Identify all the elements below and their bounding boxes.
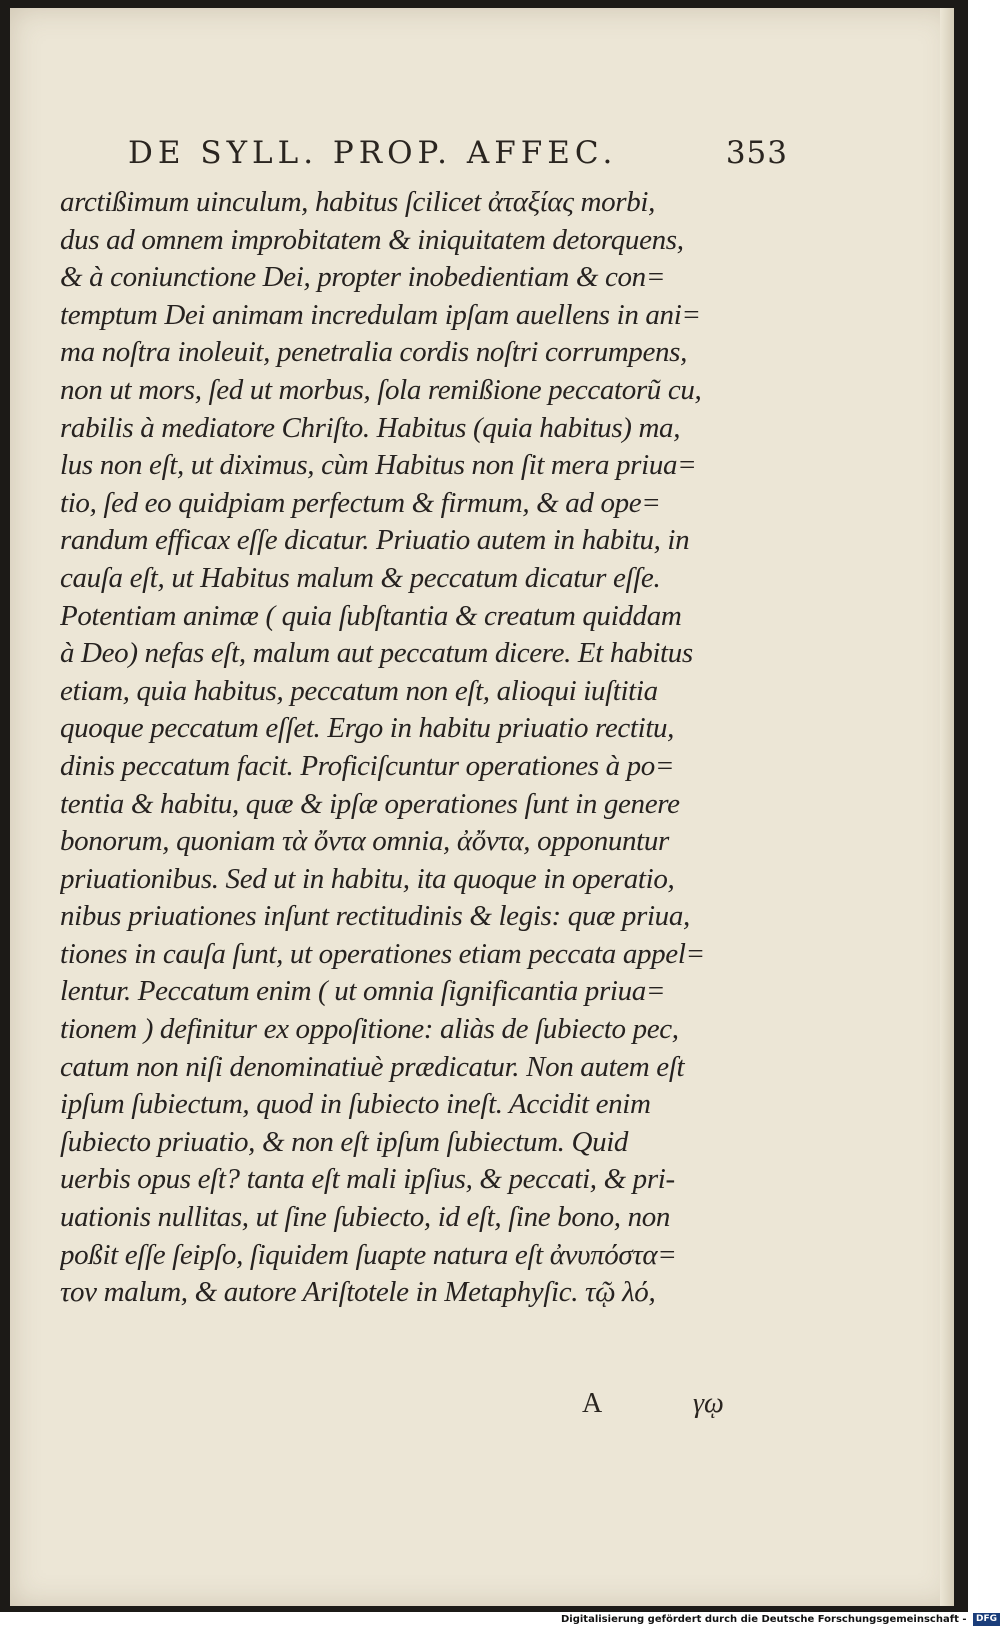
- text-line: & à coniunctione Dei, propter inobedientiam & con=: [60, 261, 666, 294]
- text-line: cauſa eſt, ut Habitus malum & peccatum dicatur eſſe.: [60, 561, 661, 594]
- text-line: uerbis opus eſt? tanta eſt mali ipſius, & peccati, & pri-: [60, 1163, 675, 1196]
- text-line: tio, ſed eo quidpiam perfectum & firmum, & ad ope=: [60, 486, 661, 519]
- footer-text: Digitalisierung gefördert durch die Deutsche Forschungsgemeinschaft -: [560, 1614, 967, 1625]
- text-line: dinis peccatum facit. Proficiſcuntur operationes à po=: [60, 749, 675, 782]
- page-edge: [940, 8, 954, 1606]
- text-line: poßit eſſe ſeipſo, ſiquidem ſuapte natura eſt ἀνυπόστα=: [60, 1238, 677, 1271]
- text-line: tiones in cauſa ſunt, ut operationes etiam peccata appel=: [60, 937, 705, 970]
- text-line: ma noſtra inoleuit, penetralia cordis noſtri corrumpens,: [60, 336, 687, 369]
- text-line: ipſum ſubiectum, quod in ſubiecto ineſt. Accidit enim: [60, 1088, 651, 1121]
- text-line: ſubiecto priuatio, & non eſt ipſum ſubiectum. Quid: [60, 1125, 629, 1158]
- text-line: Potentiam animæ ( quia ſubſtantia & creatum quiddam: [60, 599, 682, 632]
- digitization-footer: [560, 1612, 1000, 1628]
- text-line: temptum Dei animam incredulam ipſam auellens in ani=: [60, 298, 701, 331]
- page-number: 353: [725, 135, 788, 171]
- dfg-logo: DFG: [973, 1613, 1000, 1626]
- text-line: randum efficax eſſe dicatur. Priuatio autem in habitu, in: [60, 524, 690, 557]
- text-line: dus ad omnem improbitatem & iniquitatem detorquens,: [60, 223, 684, 256]
- signature-mark: A: [582, 1388, 603, 1419]
- text-line: τον malum, & autore Ariſtotele in Metaphyſic. τῷ λό,: [60, 1276, 656, 1309]
- running-head: [128, 135, 788, 179]
- catchword: γῳ: [693, 1388, 724, 1419]
- running-head-title: DE SYLL. PROP. AFFEC.: [128, 135, 618, 171]
- text-line: quoque peccatum eſſet. Ergo in habitu priuatio rectitu,: [60, 712, 675, 745]
- text-line: etiam, quia habitus, peccatum non eſt, alioqui iuſtitia: [60, 674, 658, 707]
- text-line: tionem ) definitur ex oppoſitione: aliàs de ſubiecto pec,: [60, 1013, 679, 1046]
- signature-line: [60, 1388, 760, 1428]
- text-line: lentur. Peccatum enim ( ut omnia ſignificantia priua=: [60, 975, 666, 1008]
- text-line: rabilis à mediatore Chriſto. Habitus (quia habitus) ma,: [60, 411, 681, 444]
- text-line: nibus priuationes inſunt rectitudinis & legis: quæ priua,: [60, 900, 690, 933]
- text-line: bonorum, quoniam τὰ ὄντα omnia, ἀὄντα, opponuntur: [60, 825, 669, 858]
- text-line: priuationibus. Sed ut in habitu, ita quoque in operatio,: [60, 862, 675, 895]
- text-line: à Deo) nefas eſt, malum aut peccatum dicere. Et habitus: [60, 637, 693, 670]
- text-line: uationis nullitas, ut ſine ſubiecto, id eſt, ſine bono, non: [60, 1201, 671, 1234]
- text-line: catum non niſi denominatiuè prædicatur. Non autem eſt: [60, 1050, 685, 1083]
- text-line: non ut mors, ſed ut morbus, ſola remißione peccatorũ cu,: [60, 373, 702, 406]
- text-line: tentia & habitu, quæ & ipſæ operationes ſunt in genere: [60, 787, 680, 820]
- text-block: [60, 184, 760, 1312]
- text-line: lus non eſt, ut diximus, cùm Habitus non ſit mera priua=: [60, 449, 697, 482]
- text-line: arctißimum uinculum, habitus ſcilicet ἀταξίας morbi,: [60, 186, 655, 218]
